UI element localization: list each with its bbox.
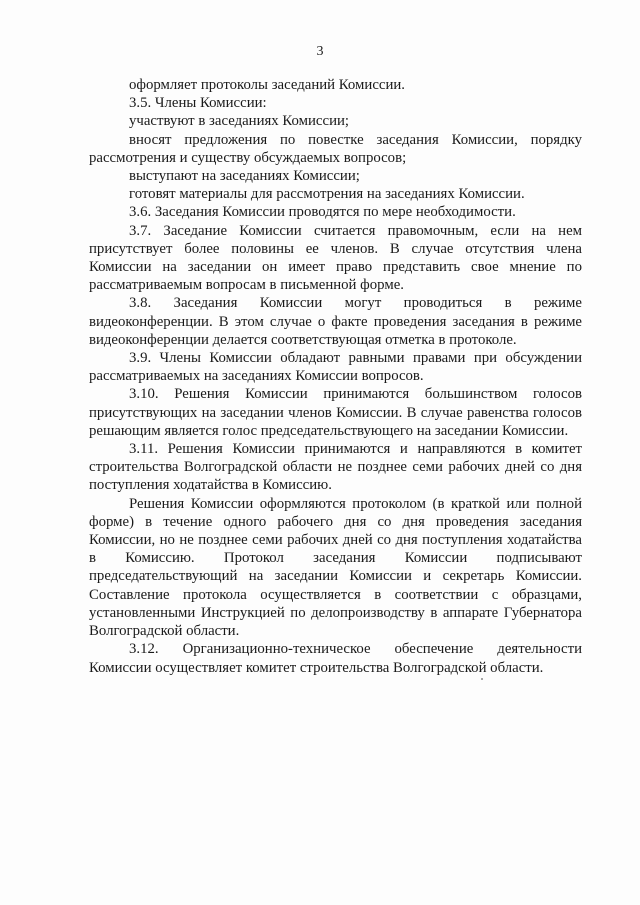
paragraph-10: 3.9. Члены Комиссии обладают равными правами при обсуждении рассматриваемых на заседаниях Комиссии вопросов.	[89, 350, 582, 385]
scan-speck	[481, 678, 483, 680]
page-number: 3	[316, 44, 324, 59]
paragraph-3: участвуют в заседаниях Комиссии;	[129, 113, 350, 130]
paragraph-4: вносят предложения по повестке заседания Комиссии, порядку рассмотрения и существу обсуждаемых вопросов;	[89, 131, 582, 166]
paragraph-14: 3.12. Организационно-техническое обеспечение деятельности Комиссии осуществляет комитет строительства Волгоградской области.	[89, 641, 582, 676]
paragraph-9: 3.8. Заседания Комиссии могут проводиться в режиме видеоконференции. В этом случае о факте проведения заседания в режиме видеоконференции делается соответствующая отметка в протоколе.	[89, 295, 582, 348]
paragraph-1: оформляет протоколы заседаний Комиссии.	[129, 77, 405, 93]
paragraph-12: 3.11. Решения Комиссии принимаются и направляются в комитет строительства Волгоградской области не позднее семи рабочих дней со дня поступления ходатайства в Комиссию.	[89, 441, 582, 494]
paragraph-6: готовят материалы для рассмотрения на заседаниях Комиссии.	[129, 186, 525, 203]
paragraph-5: выступают на заседаниях Комиссии;	[129, 168, 360, 185]
paragraph-13: Решения Комиссии оформляются протоколом (в краткой или полной форме) в течение одного рабочего дня со дня проведения заседания Комиссии, но не позднее семи рабочих дней со дня поступления ходатайства в Комиссию. Протокол заседания Комиссии подписывают председательствующий на заседании Комиссии и секретарь Комиссии. Составление протокола осуществляется в соответствии с образцами, установленными Инструкцией по делопроизводству в аппарате Губернатора Волгоградской области.	[89, 495, 582, 640]
paragraph-11: 3.10. Решения Комиссии принимаются большинством голосов присутствующих на заседании членов Комиссии. В случае равенства голосов решающим является голос председательствующего на заседании Комиссии.	[89, 386, 582, 439]
paragraph-7: 3.6. Заседания Комиссии проводятся по мере необходимости.	[129, 204, 516, 221]
paragraph-8: 3.7. Заседание Комиссии считается правомочным, если на нем присутствует более половины ее членов. В случае отсутствия члена Комиссии на заседании он имеет право представить свое мнение по рассматриваемым вопросам в письменной форме.	[89, 222, 582, 294]
document-body	[89, 76, 582, 677]
paragraph-2: 3.5. Члены Комиссии:	[129, 95, 267, 112]
